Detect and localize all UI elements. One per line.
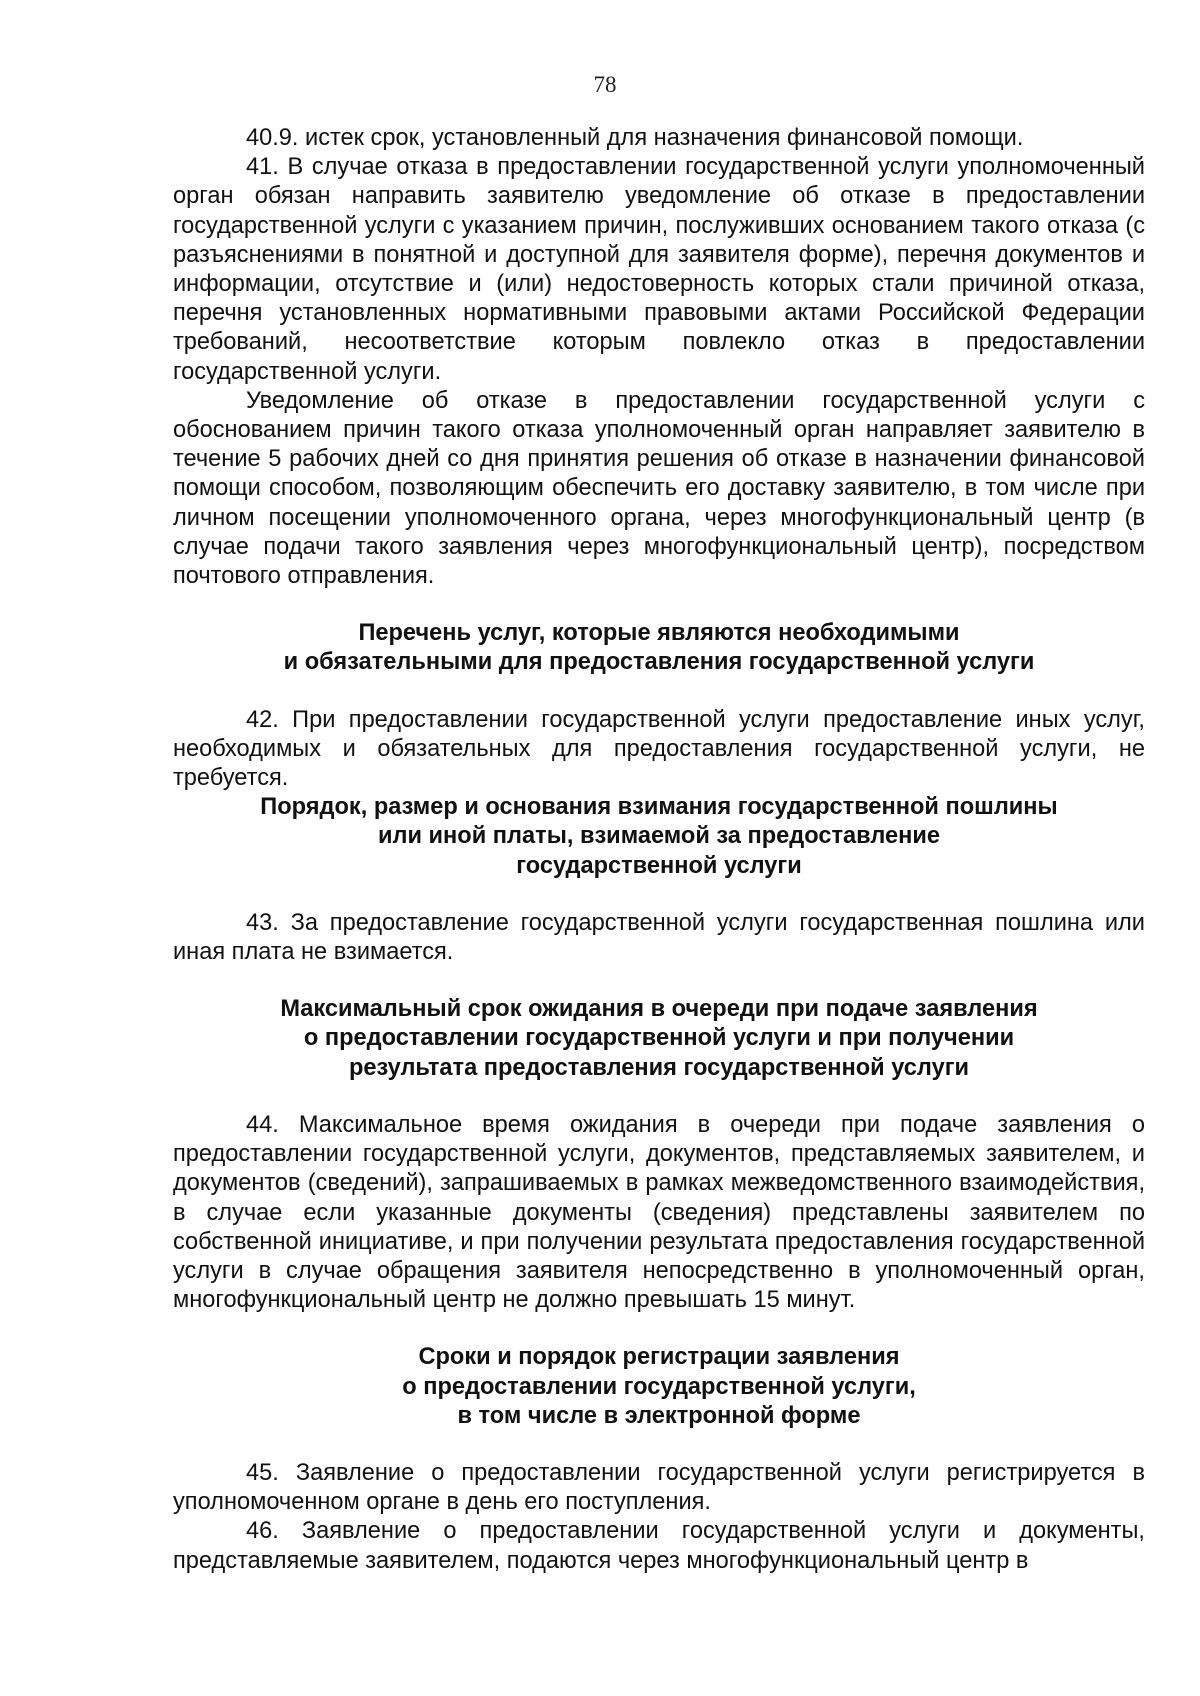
heading-state-fee: Порядок, размер и основания взимания государственной пошлины или иной платы, взимаемой за предоставление государственной услуги — [260, 794, 1058, 879]
heading-required-services: Перечень услуг, которые являются необходимыми и обязательными для предоставления государственной услуги — [283, 620, 1035, 676]
paragraph-42: 42. При предоставлении государственной услуги предоставление иных услуг, необходимых и обязательных для предоставления государственной услуги, не требуется. — [173, 706, 1145, 792]
paragraph-refusal-notice: Уведомление об отказе в предоставлении государственной услуги с обоснованием причин такого отказа уполномоченный орган направляет заявителю в течение 5 рабочих дней со дня принятия решения об отказе в назначении финансовой помощи способом, позволяющим обеспечить его доставку заявителю, в том числе при личном посещении уполномоченного органа, через многофункциональный центр (в случае подачи такого заявления через многофункциональный центр), посредством почтового отправления. — [173, 387, 1145, 590]
document-body — [173, 124, 1145, 1576]
paragraph-46: 46. Заявление о предоставлении государственной услуги и документы, представляемые заявителем, подаются через многофункциональный центр в — [173, 1518, 1145, 1574]
paragraph-40-9: 40.9. истек срок, установленный для назначения финансовой помощи. — [246, 125, 1024, 151]
paragraph-45: 45. Заявление о предоставлении государственной услуги регистрируется в уполномоченном органе в день его поступления. — [173, 1459, 1145, 1516]
paragraph-43: 43. За предоставление государственной услуги государственная пошлина или иная плата не взимается. — [173, 909, 1145, 966]
paragraph-41: 41. В случае отказа в предоставлении государственной услуги уполномоченный орган обязан направить заявителю уведомление об отказе в предоставлении государственной услуги с указанием причин, послуживших основанием такого отказа (с разъяснениями в понятной и доступной для заявителя форме), перечня документов и информации, отсутствие и (или) недостоверность которых стали причиной отказа, перечня установленных нормативными правовыми актами Российской Федерации требований, несоответствие которым повлекло отказ в предоставлении государственной услуги. — [173, 154, 1145, 385]
page-number: 78 — [593, 72, 617, 97]
paragraph-44: 44. Максимальное время ожидания в очереди при подаче заявления о предоставлении государственной услуги, документов, представляемых заявителем, и документов (сведений), запрашиваемых в рамках межведомственного взаимодействия, в случае если указанные документы (сведения) представлены заявителем по собственной инициативе, и при получении результата предоставления государственной услуги в случае обращения заявителя непосредственно в уполномоченный орган, многофункциональный центр не должно превышать 15 минут. — [173, 1111, 1145, 1314]
heading-registration: Сроки и порядок регистрации заявления о предоставлении государственной услуги, в том числе в электронной форме — [402, 1344, 916, 1429]
heading-max-wait-time: Максимальный срок ожидания в очереди при подаче заявления о предоставлении государственной услуги и при получении результата предоставления государственной услуги — [280, 996, 1038, 1081]
